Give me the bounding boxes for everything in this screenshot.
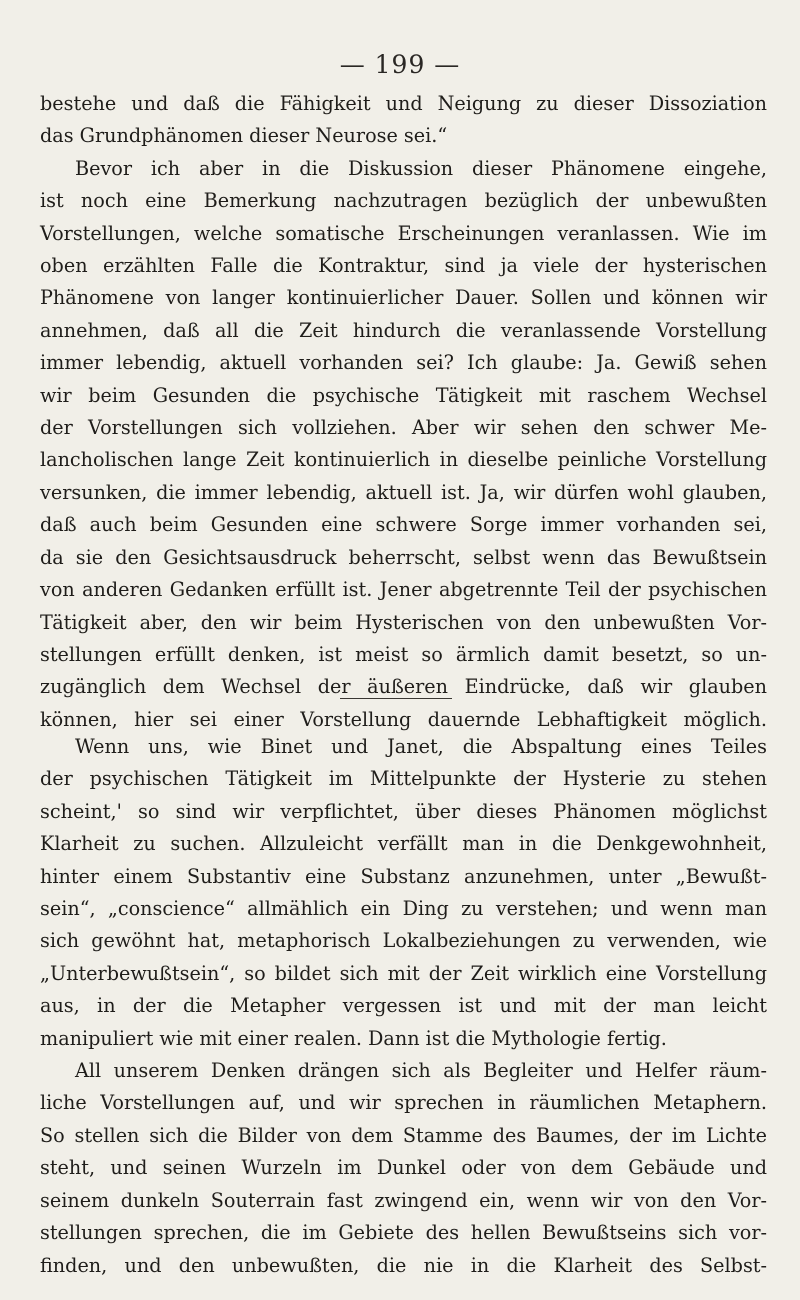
text-line: von anderen Gedanken erfüllt ist. Jener abgetrennte Teil der psychischen	[40, 578, 767, 602]
text-line: hinter einem Substantiv eine Substanz anzunehmen, unter „Bewußt-	[40, 864, 767, 888]
text-line: Tätigkeit aber, den wir beim Hysterischen von den unbewußten Vor-	[40, 610, 767, 634]
text-line: So stellen sich die Bilder von dem Stamme des Baumes, der im Lichte	[40, 1123, 767, 1147]
text-line: oben erzählten Falle die Kontraktur, sind ja viele der hysterischen	[40, 254, 767, 278]
text-line: sein“, „conscience“ allmählich ein Ding zu verstehen; und wenn man	[40, 897, 767, 921]
text-line: wir beim Gesunden die psychische Tätigkeit mit raschem Wechsel	[40, 383, 767, 407]
text-line: seinem dunkeln Souterrain fast zwingend ein, wenn wir von den Vor-	[40, 1188, 767, 1212]
text-line: scheint,' so sind wir verpflichtet, über dieses Phänomen möglichst	[40, 799, 767, 823]
text-line: steht, und seinen Wurzeln im Dunkel oder von dem Gebäude und	[40, 1156, 767, 1180]
text-line: bestehe und daß die Fähigkeit und Neigung zu dieser Dissoziation	[40, 92, 767, 115]
text-line: stellungen erfüllt denken, ist meist so ärmlich damit besetzt, so un-	[40, 642, 767, 666]
text-block-2	[40, 731, 767, 1282]
text-block-1	[40, 88, 767, 736]
text-line: aus, in der die Metapher vergessen ist und mit der man leicht	[40, 994, 767, 1018]
text-line: das Grundphänomen dieser Neurose sei.“	[40, 124, 448, 148]
text-line: der psychischen Tätigkeit im Mittelpunkte der Hysterie zu stehen	[40, 767, 767, 791]
text-line: lancholischen lange Zeit kontinuierlich in dieselbe peinliche Vorstellung	[40, 448, 767, 472]
text-line: All unserem Denken drängen sich als Begleiter und Helfer räum-	[75, 1059, 767, 1083]
text-line: immer lebendig, aktuell vorhanden sei? Ich glaube: Ja. Gewiß sehen	[40, 351, 767, 375]
text-line: Klarheit zu suchen. Allzuleicht verfällt man in die Denkgewohnheit,	[40, 832, 767, 856]
text-line: können, hier sei einer Vorstellung dauernde Lebhaftigkeit möglich.	[40, 707, 767, 731]
text-line: der Vorstellungen sich vollziehen. Aber wir sehen den schwer Me-	[40, 416, 767, 440]
text-line: da sie den Gesichtsausdruck beherrscht, selbst wenn das Bewußtsein	[40, 545, 767, 569]
text-line: daß auch beim Gesunden eine schwere Sorge immer vorhanden sei,	[40, 513, 767, 537]
text-line: finden, und den unbewußten, die nie in die Klarheit des Selbst-	[40, 1253, 767, 1277]
page-number: — 199 —	[339, 50, 461, 79]
text-line: Vorstellungen, welche somatische Erscheinungen veranlassen. Wie im	[40, 221, 767, 245]
text-line: stellungen sprechen, die im Gebiete des hellen Bewußtseins sich vor-	[40, 1221, 767, 1245]
text-line: manipuliert wie mit einer realen. Dann ist die Mythologie fertig.	[40, 1026, 667, 1050]
text-line: liche Vorstellungen auf, und wir sprechen in räumlichen Metaphern.	[40, 1091, 767, 1115]
text-line: sich gewöhnt hat, metaphorisch Lokalbeziehungen zu verwenden, wie	[40, 929, 767, 953]
text-line: Bevor ich aber in die Diskussion dieser Phänomene eingehe,	[75, 156, 767, 180]
section-divider	[340, 698, 452, 699]
text-line: Phänomene von langer kontinuierlicher Dauer. Sollen und können wir	[40, 286, 767, 310]
text-line: versunken, die immer lebendig, aktuell ist. Ja, wir dürfen wohl glauben,	[40, 480, 767, 504]
text-line: „Unterbewußtsein“, so bildet sich mit der Zeit wirklich eine Vorstellung	[40, 961, 767, 985]
text-line: ist noch eine Bemerkung nachzutragen bezüglich der unbewußten	[40, 189, 767, 213]
text-line: zugänglich dem Wechsel der äußeren Eindrücke, daß wir glauben	[40, 675, 767, 699]
text-line: annehmen, daß all die Zeit hindurch die veranlassende Vorstellung	[40, 318, 767, 342]
text-line: Wenn uns, wie Binet und Janet, die Abspaltung eines Teiles	[75, 735, 767, 758]
